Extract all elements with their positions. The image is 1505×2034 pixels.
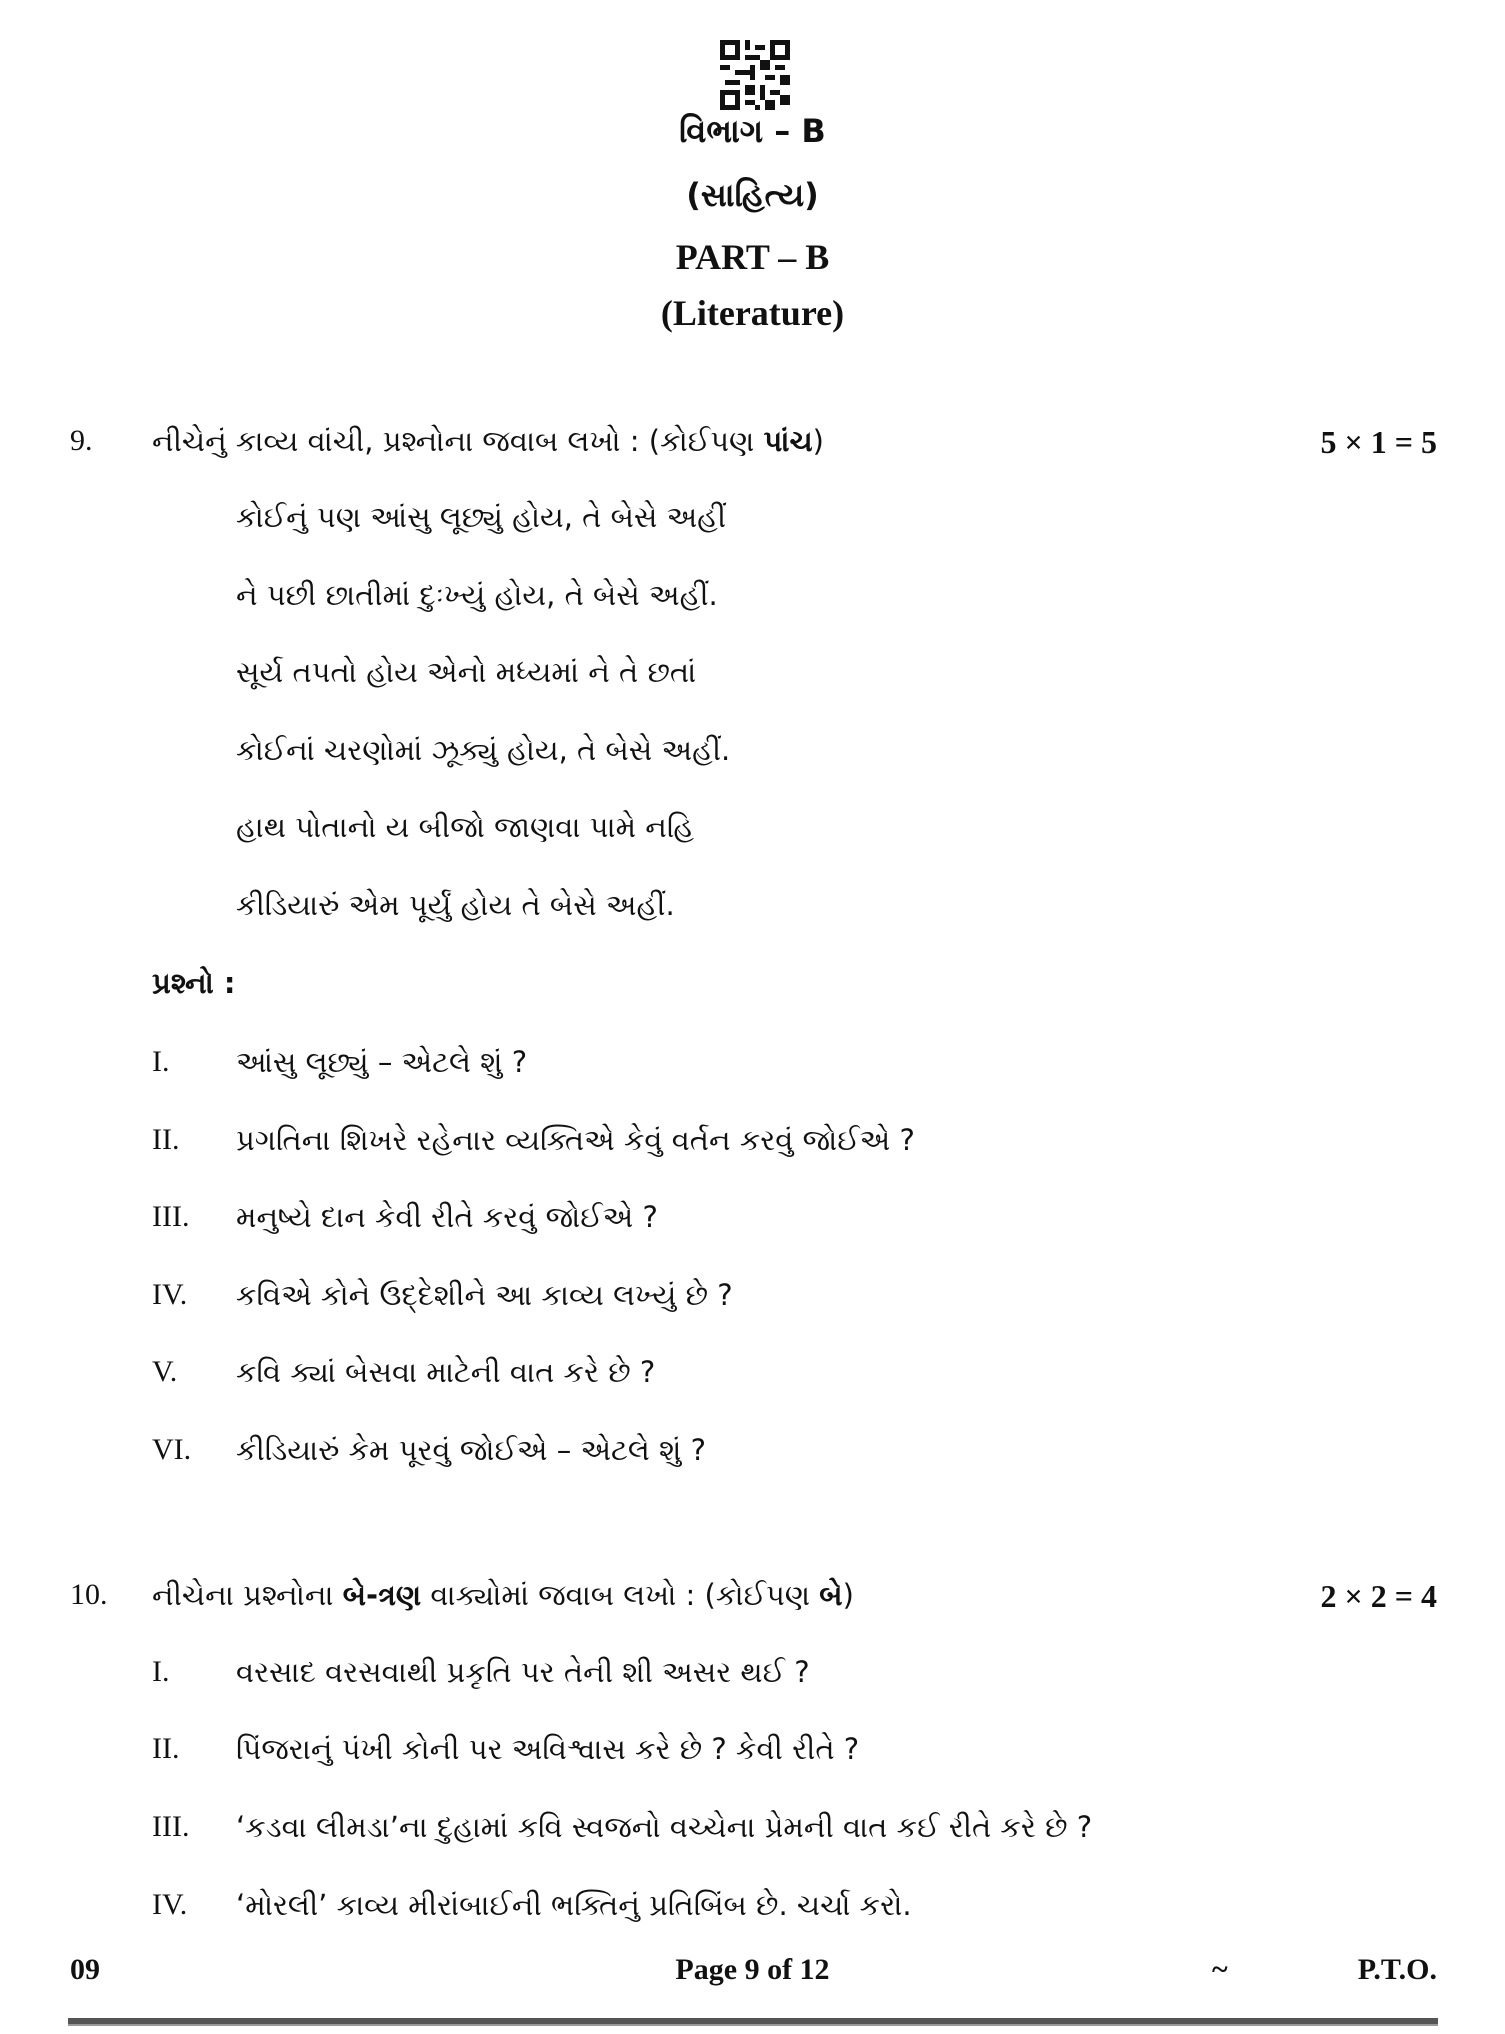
subject-title-gujarati: (સાહિત્ય)	[686, 176, 819, 214]
sub-question-text: કવિએ કોને ઉદ્દેશીને આ કાવ્ય લખ્યું છે ?	[236, 1278, 733, 1312]
section-title-gujarati: વિભાગ – B	[679, 112, 826, 150]
poem-line: ને પછી છાતીમાં દુઃખ્યું હોય, તે બેસે અહીં.	[236, 578, 718, 612]
question-marks: 5 × 1 = 5	[1320, 424, 1437, 460]
sub-question-number: IV.	[152, 1278, 188, 1311]
sub-question-text: કવિ ક્યાં બેસવા માટેની વાત કરે છે ?	[236, 1355, 656, 1389]
poem-line: સૂર્ય તપતો હોય એનો મધ્યમાં ને તે છતાં	[236, 655, 697, 689]
poem-line: હાથ પોતાનો ય બીજો જાણવા પામે નહિ	[236, 810, 695, 844]
question-marks: 2 × 2 = 4	[1320, 1578, 1437, 1614]
questions-label: પ્રશ્નો :	[152, 966, 236, 1000]
paper-code: 09	[70, 1953, 100, 1986]
question-number: 10.	[70, 1578, 108, 1611]
question-number: 9.	[70, 424, 93, 457]
sub-question-number: IV.	[152, 1888, 188, 1921]
question-instruction: નીચેનું કાવ્ય વાંચી, પ્રશ્નોના જવાબ લખો : (કોઈપણ પાંચ)	[152, 424, 824, 458]
sub-question-text: પિંજરાનું પંખી કોની પર અવિશ્વાસ કરે છે ? કેવી રીતે ?	[236, 1732, 860, 1766]
poem-line: કીડિયારું એમ પૂર્યું હોય તે બેસે અહીં.	[236, 888, 675, 922]
sub-question-number: I.	[152, 1045, 170, 1078]
sub-question-number: III.	[152, 1810, 190, 1843]
bottom-rule	[68, 2018, 1438, 2026]
part-title: PART – B	[675, 237, 830, 277]
subject-title: (Literature)	[660, 293, 845, 333]
sub-question-text: મનુષ્યે દાન કેવી રીતે કરવું જોઈએ ?	[236, 1200, 658, 1234]
page-number: Page 9 of 12	[675, 1953, 830, 1986]
poem-line: કોઈનું પણ આંસુ લૂછ્યું હોય, તે બેસે અહીં	[236, 500, 727, 534]
sub-question-number: II.	[152, 1123, 180, 1156]
question-instruction: નીચેના પ્રશ્નોના બે-ત્રણ વાક્યોમાં જવાબ લખો : (કોઈપણ બે)	[152, 1578, 854, 1612]
sub-question-number: VI.	[152, 1433, 192, 1466]
sub-question-text: ‘કડવા લીમડા’ના દુહામાં કવિ સ્વજનો વચ્ચેના પ્રેમની વાત કઈ રીતે કરે છે ?	[236, 1810, 1093, 1844]
sub-question-text: ‘મોરલી’ કાવ્ય મીરાંબાઈની ભક્તિનું પ્રતિબિંબ છે. ચર્ચા કરો.	[236, 1888, 912, 1922]
sub-question-number: V.	[152, 1355, 178, 1388]
sub-question-text: કીડિયારું કેમ પૂરવું જોઈએ – એટલે શું ?	[236, 1433, 707, 1467]
tilde-mark: ~	[1212, 1953, 1228, 1986]
sub-question-text: આંસુ લૂછ્યું – એટલે શું ?	[236, 1045, 528, 1079]
sub-question-text: પ્રગતિના શિખરે રહેનાર વ્યક્તિએ કેવું વર્તન કરવું જોઈએ ?	[236, 1123, 915, 1157]
qr-code-icon	[720, 40, 790, 110]
sub-question-text: વરસાદ વરસવાથી પ્રકૃતિ પર તેની શી અસર થઈ ?	[236, 1655, 810, 1689]
pto-label: P.T.O.	[1357, 1953, 1437, 1986]
sub-question-number: II.	[152, 1732, 180, 1765]
sub-question-number: I.	[152, 1655, 170, 1688]
poem-line: કોઈનાં ચરણોમાં ઝૂક્યું હોય, તે બેસે અહીં.	[236, 733, 731, 767]
sub-question-number: III.	[152, 1200, 190, 1233]
